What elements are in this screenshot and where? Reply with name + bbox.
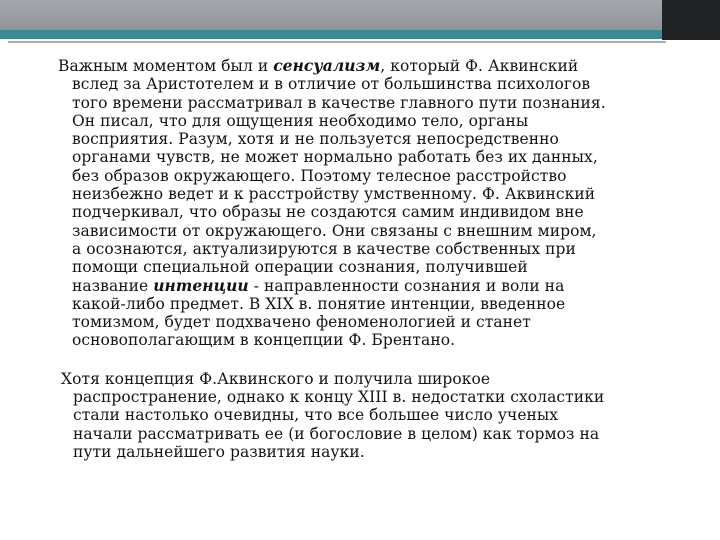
paragraph-text: , который Ф. Аквинский вслед за Аристотелем и в отличие от большинства психологов того времени рассматривал в качестве главного пути познания. Он писал, что для ощущения необходимо тело, органы восприятия. Разум, хотя и не пользуется непосредственно органами чувств, не может нормально работать без их данных, без образов окружающего. Поэтому телесное расстройство неизбежно ведет и к расстройству умственному. Ф. Аквинский подчеркивал, что образы не создаются самим индивидом вне зависимости от окружающего. Они связаны с внешним миром, а осознаются, актуализируются в качестве собственных при помощи специальной операции сознания, получившей название [72, 57, 606, 295]
paragraph-text: Важным моментом был и [58, 57, 274, 75]
paragraph-text: - направленности сознания и воли на какой-либо предмет. В XIX в. понятие интенции, введенное томизмом, будет подхвачено феноменологией и станет основополагающим в концепции Ф. Брентано. [72, 276, 566, 350]
paragraph-decline [44, 370, 696, 461]
paragraph-text: Хотя концепция Ф.Аквинского и получила широкое распространение, однако к концу XIII в. недостатки схоластики стали настолько очевидны, что все большее число ученых начали рассматривать ее (и богословие в целом) как тормоз на пути дальнейшего развития науки. [61, 369, 605, 461]
header-corner-block [662, 0, 720, 40]
term-sensualism: сенсуализм [273, 56, 381, 75]
paragraph-sensualism [44, 57, 696, 350]
header-band [0, 0, 720, 30]
slide-body [44, 57, 696, 461]
header-divider-line [8, 41, 666, 43]
accent-bar [0, 30, 700, 39]
term-intention: интенции [153, 275, 249, 295]
